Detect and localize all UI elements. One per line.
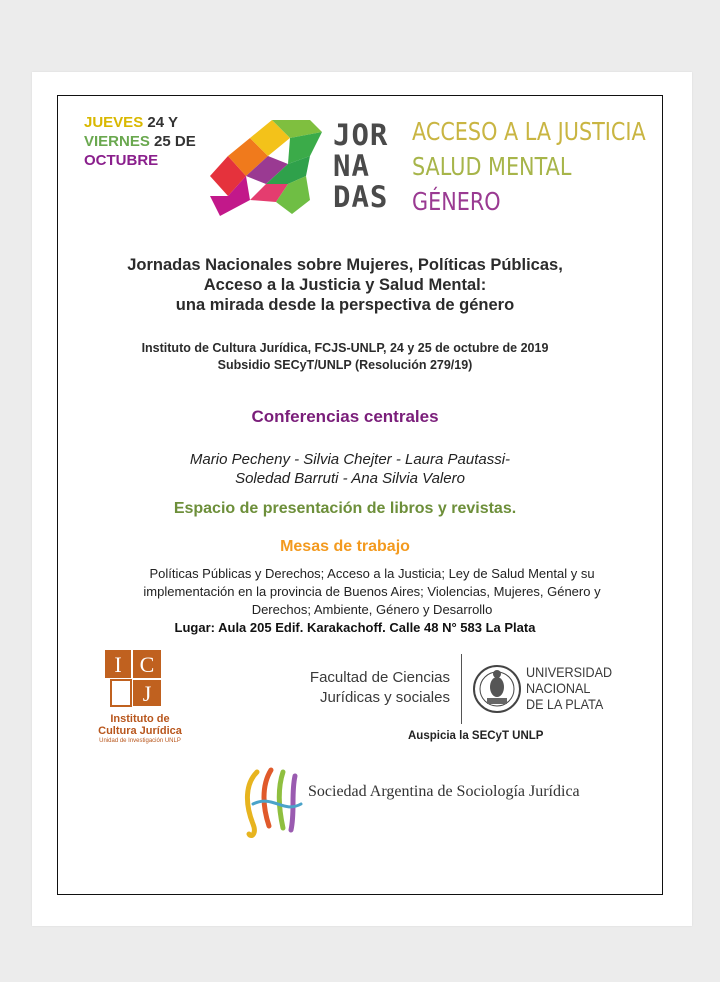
wordmark-line2: NA: [333, 149, 370, 183]
theme-justice: ACCESO A LA JUSTICIA: [412, 117, 646, 146]
worktables-heading: Mesas de trabajo: [280, 538, 410, 555]
title-line2: Acceso a la Justicia y Salud Mental:: [203, 276, 487, 294]
theme-gender: GÉNERO: [412, 187, 501, 216]
unlp-line2: NACIONAL: [526, 680, 591, 696]
unlp-line3: DE LA PLATA: [526, 696, 604, 712]
speakers-line2: Soledad Barruti - Ana Silvia Valero: [235, 470, 465, 487]
date-num1: 24 Y: [147, 114, 178, 131]
icj-logo-icon: [105, 650, 165, 710]
icj-letter-i: I: [114, 652, 122, 677]
unlp-name: [526, 664, 612, 712]
speakers-list: [120, 450, 580, 488]
facultad-line1: Facultad de Ciencias: [309, 669, 450, 686]
logo-divider: [461, 654, 462, 724]
icj-name-line1: Instituto de: [110, 713, 170, 725]
venue: Lugar: Aula 205 Edif. Karakachoff. Calle 48 N° 583 La Plata: [174, 620, 536, 635]
jornadas-logo-icon: [210, 116, 322, 218]
unlp-seal-icon: [472, 654, 522, 724]
date-day1: JUEVES: [84, 114, 144, 131]
event-dates: [84, 113, 196, 170]
date-num2: 25 DE: [154, 133, 196, 150]
event-themes: [412, 114, 646, 219]
date-month: OCTUBRE: [84, 152, 159, 169]
unlp-line1: UNIVERSIDAD: [526, 664, 613, 680]
books-space: Espacio de presentación de libros y revistas.: [173, 500, 517, 517]
institution-line1: Instituto de Cultura Jurídica, FCJS-UNLP, 24 y 25 de octubre de 2019: [141, 341, 549, 355]
institution-info: [90, 340, 600, 374]
wordmark-line1: JOR: [333, 118, 389, 152]
icj-name-line2: Cultura Jurídica: [98, 725, 182, 737]
jornadas-wordmark: [333, 120, 388, 213]
icj-letter-c: C: [139, 652, 155, 677]
worktables-list: [108, 565, 636, 619]
worktables-line1: Políticas Públicas y Derechos; Acceso a la Justicia; Ley de Salud Mental y su: [149, 566, 595, 581]
speakers-line1: Mario Pecheny - Silvia Chejter - Laura Pautassi-: [189, 451, 511, 468]
worktables-line2: implementación en la provincia de Buenos Aires; Violencias, Mujeres, Género y: [143, 584, 601, 599]
wordmark-line3: DAS: [333, 180, 389, 214]
event-title: [90, 255, 600, 315]
worktables-line3: Derechos; Ambiente, Género y Desarrollo: [251, 602, 493, 617]
theme-mental-health: SALUD MENTAL: [412, 152, 572, 181]
title-line1: Jornadas Nacionales sobre Mujeres, Políticas Públicas,: [127, 256, 563, 274]
title-line3: una mirada desde la perspectiva de género: [175, 296, 515, 314]
icj-name: [90, 713, 190, 737]
saj-logo-icon: [243, 764, 305, 842]
facultad-line2: Jurídicas y sociales: [319, 689, 450, 706]
icj-unit: Unidad de Investigación UNLP: [99, 738, 181, 744]
icj-letter-j: J: [142, 681, 152, 706]
sponsor-note: Auspicia la SECyT UNLP: [408, 730, 544, 742]
date-day2: VIERNES: [84, 133, 150, 150]
conferences-heading: Conferencias centrales: [251, 407, 439, 426]
facultad-name: [290, 668, 450, 708]
institution-line2: Subsidio SECyT/UNLP (Resolución 279/19): [217, 358, 473, 372]
saj-name: Sociedad Argentina de Sociología Jurídica: [308, 783, 580, 800]
